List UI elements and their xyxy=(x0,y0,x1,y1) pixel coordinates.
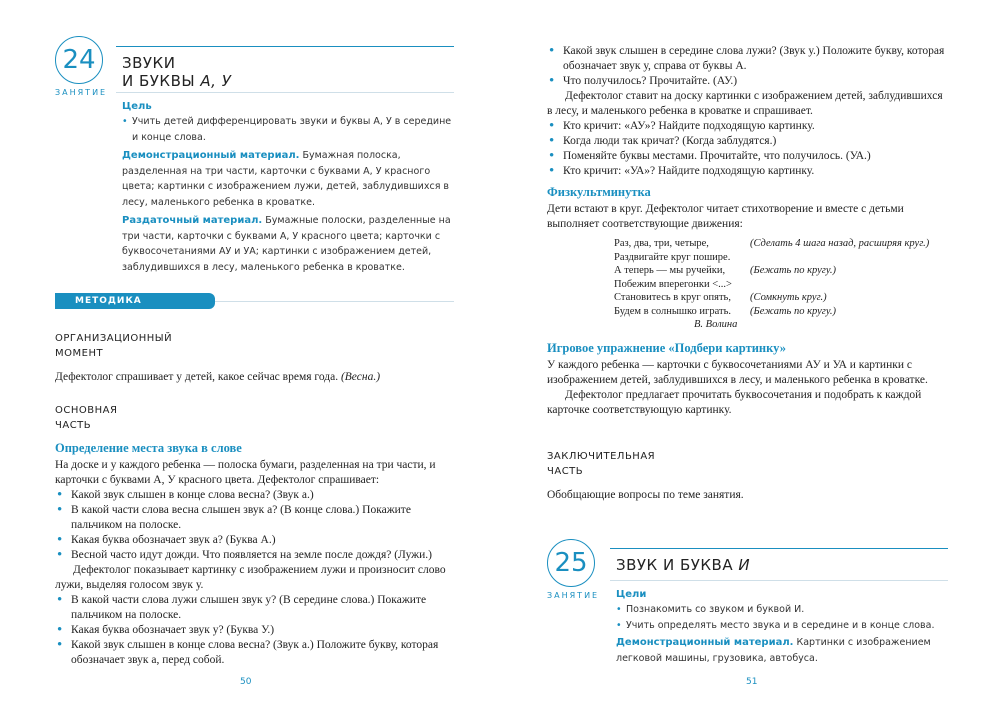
title-rule-bottom xyxy=(610,580,948,581)
question-item: • Весной часто идут дожди. Что появляется на земле после дождя? (Лужи.) xyxy=(55,548,455,563)
final-heading: ЗАКЛЮЧИТЕЛЬНАЯ ЧАСТЬ xyxy=(547,451,656,477)
demo-material: Демонстрационный материал. Бумажная полоска, разделенная на три части, карточки с буквами А, У красного цвета; картинки с изображением лужи, детей, заблудившихся в лесу, маленького ребенка в кроватке. xyxy=(122,150,450,208)
question-item: • Поменяйте буквы местами. Прочитайте, что получилось. (УА.) xyxy=(547,149,947,164)
goals-heading: Цели xyxy=(616,589,647,600)
verse-author: В. Волина xyxy=(694,319,738,330)
question-item: • Какой звук слышен в середине слова лужи? (Звук у.) Положите букву, которая обозначает звук у, справа от буквы А. xyxy=(547,44,947,74)
fizk-block xyxy=(547,185,947,232)
question-item: • Кто кричит: «УА»? Найдите подходящую картинку. xyxy=(547,164,947,179)
lesson-number: 24 xyxy=(62,45,96,75)
main-heading: ОСНОВНАЯ ЧАСТЬ xyxy=(55,405,118,431)
goals-block xyxy=(616,589,948,666)
title-rule xyxy=(116,46,454,47)
game-p2: Дефектолог предлагает прочитать буквосочетания и подобрать к каждой карточке соответствующую картинку. xyxy=(547,389,922,416)
lesson-number-badge xyxy=(547,539,595,587)
game-p1: У каждого ребенка — карточки с буквосочетаниями АУ и УА и картинки с изображением детей, заблудившихся в лесу, и маленького ребенка в кроватке. xyxy=(547,359,928,386)
place-intro: На доске и у каждого ребенка — полоска бумаги, разделенная на три части, и карточки с буквами А, У красного цвета. Дефектолог спрашивает: xyxy=(55,459,436,486)
page-number-left: 50 xyxy=(240,677,252,687)
right-paragraph: Дефектолог ставит на доску картинки с изображением детей, заблудившихся в лесу, и маленького ребенка в кроватке и спрашивает. xyxy=(547,90,943,117)
question-item: • В какой части слова лужи слышен звук у? (В середине слова.) Покажите пальчиком на полоске. xyxy=(55,593,455,623)
question-item: • Какой звук слышен в конце слова весна? (Звук а.) xyxy=(55,488,455,503)
method-band: МЕТОДИКА ПРОВЕДЕНИЯ xyxy=(55,293,215,309)
game-block xyxy=(547,341,947,418)
question-item: • Кто кричит: «АУ»? Найдите подходящую картинку. xyxy=(547,119,947,134)
goal-item: • Учить определять место звука и в середине и в конце слова. xyxy=(616,619,935,631)
title-rule-bottom xyxy=(116,92,454,93)
goal-block xyxy=(122,101,454,275)
goal-text: • Учить детей дифференцировать звуки и буквы А, У в середине и конце слова. xyxy=(122,116,452,143)
demo-material: Демонстрационный материал. Картинки с изображением легковой машины, грузовика, автобуса. xyxy=(616,637,931,664)
lesson-number-badge xyxy=(55,36,103,84)
method-rule xyxy=(215,301,454,302)
question-item: • В какой части слова весна слышен звук а? (В конце слова.) Покажите пальчиком на полоске. xyxy=(55,503,455,533)
final-text: Обобщающие вопросы по теме занятия. xyxy=(547,489,744,501)
fizk-heading: Физкультминутка xyxy=(547,185,651,199)
goal-heading: Цель xyxy=(122,101,152,112)
question-item: • Какая буква обозначает звук у? (Буква У.) xyxy=(55,623,455,638)
question-item: • Какая буква обозначает звук а? (Буква А.) xyxy=(55,533,455,548)
question-item: • Какой звук слышен в конце слова весна? (Звук а.) Положите букву, которая обозначает звук а, перед собой. xyxy=(55,638,455,668)
goal-item: • Познакомить со звуком и буквой И. xyxy=(616,604,805,615)
verse: Раз, два, три, четыре, (Сделать 4 шага назад, расширяя круг.) Раздвигайте круг пошире. А теперь — мы ручейки, (Бежать по кругу.) Побежим вперегонки <...> Становитесь в круг опять, (Сомкнуть круг.) Будем в солнышко играть. (Бежать по кругу.) В. Волина xyxy=(614,238,930,330)
right-top-block xyxy=(547,44,947,179)
handout-material: Раздаточный материал. Бумажные полоски, разделенные на три части, карточки с буквами А, У красного цвета; карточки с буквосочетаниями АУ и УА; картинки с изображением детей, заблудившихся в лесу, маленького ребенка в кроватке. xyxy=(122,215,451,273)
page-number-right: 51 xyxy=(746,677,758,687)
place-block xyxy=(55,441,455,668)
org-heading: ОРГАНИЗАЦИОННЫЙ МОМЕНТ xyxy=(55,333,173,359)
game-heading: Игровое упражнение «Подбери картинку» xyxy=(547,341,786,355)
org-text: Дефектолог спрашивает у детей, какое сейчас время года. (Весна.) xyxy=(55,371,381,383)
lesson-number: 25 xyxy=(554,548,588,578)
lesson-title: ЗВУКИ И БУКВЫ А, У xyxy=(122,54,232,90)
lesson-label: ЗАНЯТИЕ xyxy=(547,591,600,600)
place-paragraph: Дефектолог показывает картинку с изображением лужи и произносит слово лужи, выделяя голосом звук у. xyxy=(55,564,446,591)
place-heading: Определение места звука в слове xyxy=(55,441,242,455)
question-item: • Когда люди так кричат? (Когда заблудятся.) xyxy=(547,134,947,149)
lesson-title: ЗВУК И БУКВА И xyxy=(616,556,751,574)
title-rule xyxy=(610,548,948,549)
question-item: • Что получилось? Прочитайте. (АУ.) xyxy=(547,74,947,89)
fizk-text: Дети встают в круг. Дефектолог читает стихотворение и вместе с детьми выполняет соответствующие движения: xyxy=(547,203,904,230)
lesson-label: ЗАНЯТИЕ xyxy=(55,88,108,97)
